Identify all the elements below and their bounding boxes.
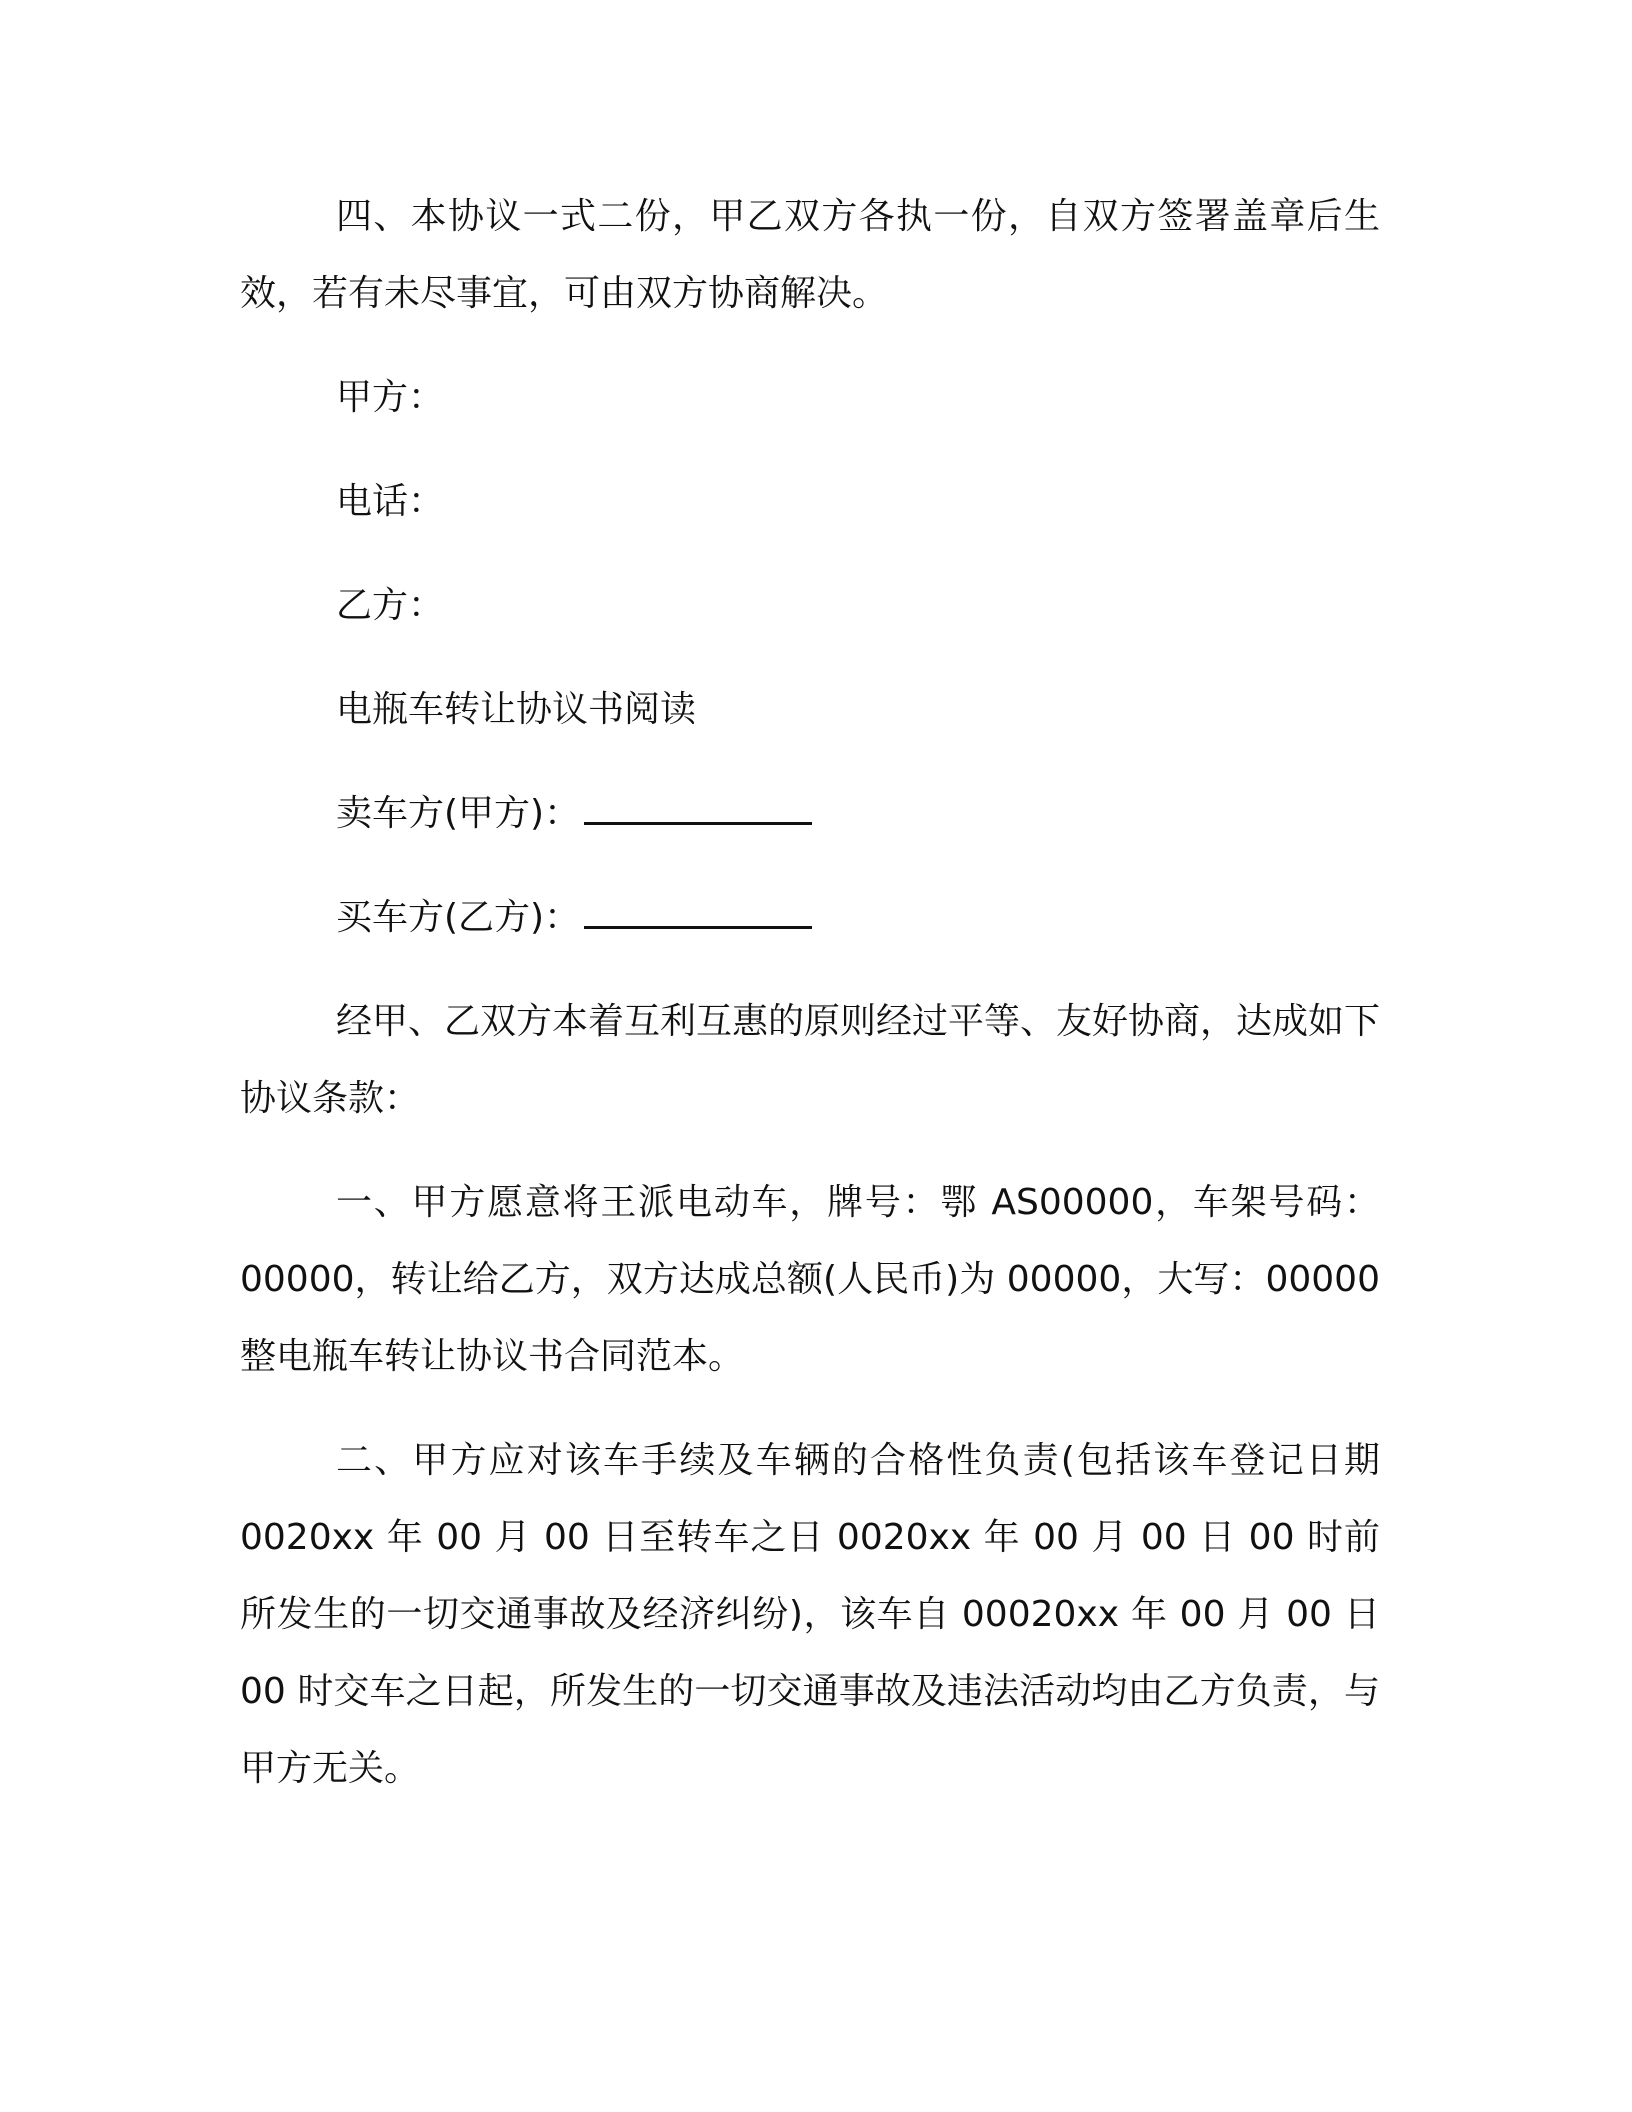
phone-label: 电话： bbox=[336, 481, 445, 522]
agreement-subtitle: 电瓶车转让协议书阅读 bbox=[336, 689, 697, 730]
seller-label: 卖车方(甲方)： bbox=[336, 793, 581, 834]
clause-four-paragraph: 四、本协议一式二份，甲乙双方各执一份，自双方签署盖章后生效，若有未尽事宜，可由双方协商解决。 bbox=[240, 196, 1380, 314]
intro-paragraph: 经甲、乙双方本着互利互惠的原则经过平等、友好协商，达成如下协议条款： bbox=[240, 1001, 1381, 1119]
document-body bbox=[240, 178, 1380, 1807]
buyer-label: 买车方(乙方)： bbox=[336, 897, 581, 938]
seller-blank-field bbox=[584, 792, 812, 825]
clause-one-paragraph: 一、甲方愿意将王派电动车，牌号：鄂 AS00000，车架号码：00000，转让给乙方，双方达成总额(人民币)为 00000，大写：00000 整电瓶车转让协议书合同范本。 bbox=[240, 1182, 1380, 1377]
buyer-blank-field bbox=[584, 896, 812, 929]
seller-line bbox=[240, 775, 1380, 852]
party-a-label: 甲方： bbox=[336, 377, 445, 418]
party-b-label: 乙方： bbox=[336, 585, 445, 626]
clause-two-paragraph: 二、甲方应对该车手续及车辆的合格性负责(包括该车登记日期 0020xx 年 00 月 00 日至转车之日 0020xx 年 00 月 00 日 00 时前所发生的一切交通事故及经济纠纷)，该车自 00020xx 年 00 月 00 日 00 时交车之日起，所发生的一切交通事故及违法活动均由乙方负责，与甲方无关。 bbox=[240, 1440, 1380, 1789]
buyer-line bbox=[240, 879, 1380, 956]
